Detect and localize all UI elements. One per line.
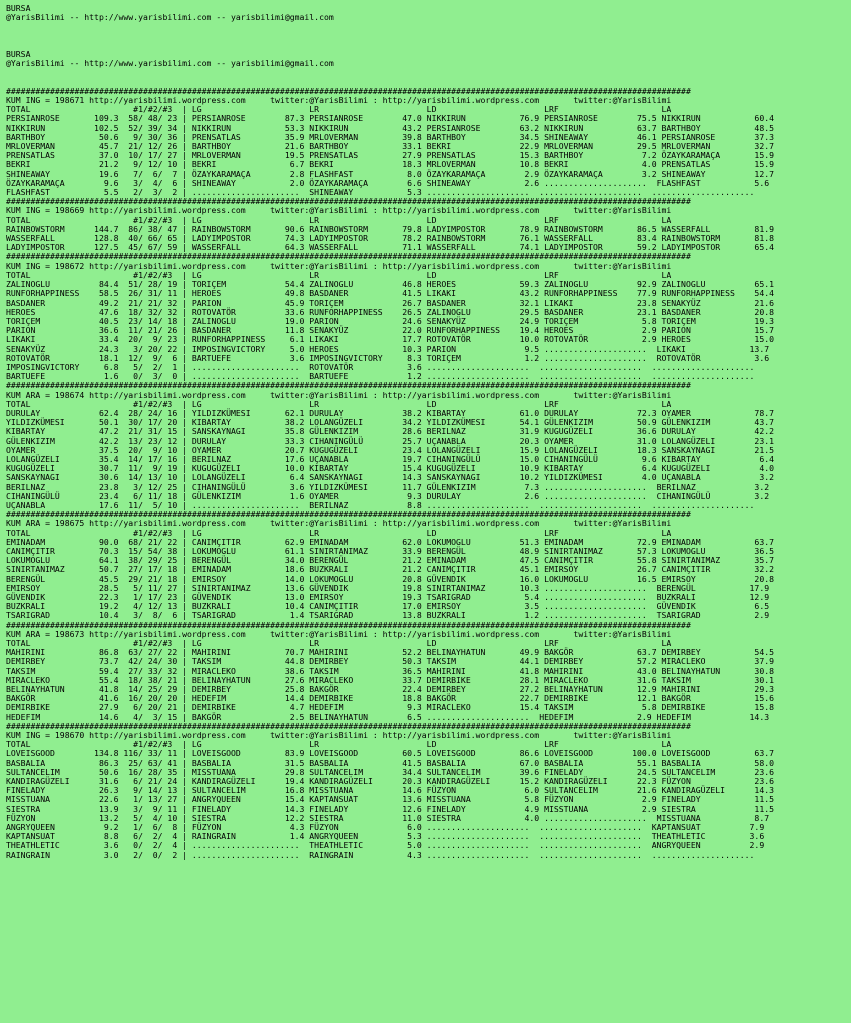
table-row: SIESTRA 13.9 3/ 9/ 11 | FINELADY 14.3 FINELADY 12.6 FINELADY 4.9 MISSTUANA 2.9 SIESTRA 11.5 [6,803,774,814]
table-row: IMPOSINGVICTORY 6.8 5/ 2/ 1 | ...................... ROTOVATÖR 3.6 ..................... ..................... ..................... [6,361,755,372]
table-row: FÜZYON 13.2 5/ 4/ 10 | SIESTRA 12.2 SIESTRA 11.0 SIESTRA 4.0 ..................... MISSTUANA 8.7 [6,812,770,823]
table-row: ANGRYQUEEN 9.2 1/ 6/ 8 | FÜZYON 4.3 FÜZYON 6.0 ..................... ..................... KAPTANSUAT 7.9 [6,822,765,833]
table-row: LOKUMOGLU 64.1 38/ 29/ 25 | BERENGÜL 34.0 BERENGÜL 21.2 EMINADAM 47.5 CANIMÇITIR 55.8 SINIRTANIMAZ 35.7 [6,555,774,566]
table-row: LOLANGÜZELI 35.4 14/ 17/ 16 | BERILNAZ 17.6 UÇANABLA 19.7 CIHANINGÜLÜ 15.0 CIHANINGÜLÜ 9.6 KIBARTAY 6.4 [6,453,774,464]
table-row: PERSIANROSE 109.3 58/ 48/ 23 | PERSIANROSE 87.3 PERSIANROSE 47.0 NIKKIRUN 76.9 PERSIANROSE 75.5 NIKKIRUN 60.4 [6,113,774,124]
table-row: BERILNAZ 23.8 3/ 12/ 25 | CIHANINGÜLÜ 3.6 YILDIZKÜMESI 11.7 GÜLENKIZIM 7.3 ..................... BERILNAZ 3.2 [6,481,770,492]
table-row: LOVEISGOOD 134.8 116/ 33/ 11 | LOVEISGOOD 83.9 LOVEISGOOD 60.5 LOVEISGOOD 86.6 LOVEISGOOD 100.0 LOVEISGOOD 63.7 [6,748,774,759]
column-header: TOTAL #1/#2/#3 | LG LR LD LRF LA [6,269,672,280]
table-row: DEMIRBIKE 27.9 6/ 20/ 21 | DEMIRBIKE 4.7 HEDEFIM 9.3 MIRACLEKO 15.4 TAKSIM 5.8 DEMIRBIKE 15.8 [6,702,774,713]
table-row: KIBARTAY 47.2 21/ 31/ 15 | SANSKAYNAGI 35.8 GÜLENKIZIM 28.6 BERILNAZ 31.9 KUGUGÜZELI 36.6 DURULAY 42.2 [6,426,774,437]
section-divider: ############################################################################################################################################ [6,380,691,391]
table-row: THEATHLETIC 3.6 0/ 2/ 4 | ...................... THEATHLETIC 5.0 ..................... ..................... ANGRYQUEEN 2.9 [6,840,765,851]
race-header: KUM ARA = 198674 http://yarisbilimi.wordpress.com twitter:@YarisBilimi : http://yarisbilimi.wordpress.com twitter:@YarisBilimi [6,389,672,400]
table-row: BEKRI 21.2 9/ 12/ 10 | BEKRI 6.7 BEKRI 18.3 MRLOVERMAN 10.8 BEKRI 4.0 PRENSATLAS 15.9 [6,159,774,170]
table-row: DURULAY 62.4 28/ 24/ 16 | YILDIZKÜMESI 62.1 DURULAY 38.2 KIBARTAY 61.0 DURULAY 72.3 OYAMER 78.7 [6,407,774,418]
table-row: SHINEAWAY 19.6 7/ 6/ 7 | ÖZAYKARAMAÇA 2.8 FLASHFAST 8.0 ÖZAYKARAMAÇA 2.9 ÖZAYKARAMAÇA 3.2 SHINEAWAY 12.7 [6,168,774,179]
race-header: KUM ING = 198669 http://yarisbilimi.wordpress.com twitter:@YarisBilimi : http://yarisbilimi.wordpress.com twitter:@YarisBilimi [6,205,672,216]
race-header: KUM ING = 198672 http://yarisbilimi.wordpress.com twitter:@YarisBilimi : http://yarisbilimi.wordpress.com twitter:@YarisBilimi [6,260,672,271]
table-row: ÖZAYKARAMAÇA 9.6 3/ 4/ 6 | SHINEAWAY 2.0 ÖZAYKARAMAÇA 6.6 SHINEAWAY 2.6 ..................... FLASHFAST 5.6 [6,177,770,188]
table-row: ZALINOGLU 84.4 51/ 28/ 19 | TORIÇEM 54.4 ZALINOGLU 46.8 HEROES 59.3 ZALINOGLU 92.9 ZALINOGLU 65.1 [6,279,774,290]
table-row: KUGUGÜZELI 30.7 11/ 9/ 19 | KUGUGÜZELI 10.0 KIBARTAY 15.4 KUGUGÜZELI 10.9 KIBARTAY 6.4 KUGUGÜZELI 4.0 [6,463,774,474]
table-row: BASBALIA 86.3 25/ 63/ 41 | BASBALIA 31.5 BASBALIA 41.5 BASBALIA 67.0 BASBALIA 55.1 BASBALIA 58.0 [6,757,774,768]
table-row: TSARIGRAD 10.4 3/ 8/ 6 | TSARIGRAD 1.4 TSARIGRAD 13.8 BUZKRALI 1.2 ..................... TSARIGRAD 2.9 [6,610,770,621]
table-row: DEMIRBEY 73.7 42/ 24/ 30 | TAKSIM 44.8 DEMIRBEY 50.3 TAKSIM 44.1 DEMIRBEY 57.2 MIRACLEKO 37.9 [6,656,774,667]
section-divider: ############################################################################################################################################ [6,85,691,96]
table-row: MIRACLEKO 55.4 18/ 38/ 21 | BELINAYHATUN 27.6 MIRACLEKO 33.7 DEMIRBIKE 28.1 MIRACLEKO 31.6 TAKSIM 30.1 [6,674,774,685]
table-row: KAPTANSUAT 8.8 6/ 2/ 4 | RAINGRAIN 1.4 ANGRYQUEEN 5.3 ..................... ..................... THEATHLETIC 3.6 [6,831,765,842]
section-divider: ############################################################################################################################################ [6,509,691,520]
table-row: ROTOVATÖR 18.1 12/ 9/ 6 | BARTUEFE 3.6 IMPOSINGVICTORY 8.3 TORIÇEM 1.2 ..................... ROTOVATÖR 3.6 [6,352,770,363]
table-row: RUNFORHAPPINESS 58.5 26/ 31/ 11 | HEROES 49.8 BASDANER 41.5 LIKAKI 43.2 RUNFORHAPPINESS 77.9 RUNFORHAPPINESS 54.4 [6,288,774,299]
table-row: MISSTUANA 22.6 1/ 13/ 27 | ANGRYQUEEN 15.4 KAPTANSUAT 13.6 MISSTUANA 5.8 FÜZYON 2.9 FINELADY 11.5 [6,794,774,805]
table-row: RAINGRAIN 3.0 2/ 0/ 2 | ...................... RAINGRAIN 4.3 ..................... ..................... ..................... [6,849,755,860]
table-row: BERENGÜL 45.5 29/ 21/ 18 | EMIRSOY 14.0 LOKUMOGLU 20.8 GÜVENDIK 16.0 LOKUMOGLU 16.5 EMIRSOY 20.8 [6,573,774,584]
contact-line: @YarisBilimi -- http://www.yarisbilimi.com -- yarisbilimi@gmail.com [6,12,334,23]
table-row: BELINAYHATUN 41.8 14/ 25/ 29 | DEMIRBEY 25.8 BAKGÖR 22.4 DEMIRBEY 27.2 BELINAYHATUN 12.9 MAHIRINI 29.3 [6,684,774,695]
race-header: KUM ARA = 198673 http://yarisbilimi.wordpress.com twitter:@YarisBilimi : http://yarisbilimi.wordpress.com twitter:@YarisBilimi [6,628,672,639]
table-row: FLASHFAST 5.5 2/ 3/ 2 | ...................... SHINEAWAY 5.3 ..................... ..................... ..................... [6,187,755,198]
table-row: MRLOVERMAN 45.7 21/ 12/ 26 | BARTHBOY 21.6 BARTHBOY 33.1 BEKRI 22.9 MRLOVERMAN 29.5 MRLOVERMAN 32.7 [6,141,774,152]
table-row: EMINADAM 90.0 68/ 21/ 22 | CANIMÇITIR 62.9 EMINADAM 62.0 LOKUMOGLU 51.3 EMINADAM 72.9 EMINADAM 63.7 [6,536,774,547]
city-title: BURSA [6,3,31,13]
table-row: HEDEFIM 14.6 4/ 3/ 15 | BAKGÖR 2.5 BELINAYHATUN 6.5 ..................... HEDEFIM 2.9 HEDEFIM 14.3 [6,711,770,722]
contact-line: @YarisBilimi -- http://www.yarisbilimi.com -- yarisbilimi@gmail.com [6,58,334,69]
table-row: PRENSATLAS 37.0 10/ 17/ 27 | MRLOVERMAN 19.5 PRENSATLAS 27.9 PRENSATLAS 15.3 BARTHBOY 7.2 ÖZAYKARAMAÇA 15.9 [6,150,774,161]
table-row: BUZKRALI 19.2 4/ 12/ 13 | BUZKRALI 10.4 CANIMÇITIR 17.0 EMIRSOY 3.5 ..................... GÜVENDIK 6.5 [6,601,770,612]
table-row: GÜVENDIK 22.3 1/ 17/ 23 | GÜVENDIK 13.0 EMIRSOY 19.3 TSARIGRAD 5.4 ..................... BUZKRALI 12.9 [6,592,770,602]
column-header: TOTAL #1/#2/#3 | LG LR LD LRF LA [6,398,672,409]
table-row: RAINBOWSTORM 144.7 86/ 38/ 47 | RAINBOWSTORM 90.6 RAINBOWSTORM 79.8 LADYIMPOSTOR 78.9 RAINBOWSTORM 86.5 WASSERFALL 81.9 [6,223,774,234]
table-row: WASSERFALL 128.8 40/ 66/ 65 | LADYIMPOSTOR 74.3 LADYIMPOSTOR 78.2 RAINBOWSTORM 76.1 WASSERFALL 83.4 RAINBOWSTORM 81.8 [6,233,774,244]
column-header: TOTAL #1/#2/#3 | LG LR LD LRF LA [6,104,672,115]
table-row: HEROES 47.6 18/ 32/ 32 | ROTOVATÖR 33.6 RUNFORHAPPINESS 26.5 ZALINOGLU 29.5 BASDANER 23.1 BASDANER 20.8 [6,306,774,317]
table-row: KANDIRAGÜZELI 31.6 6/ 21/ 24 | KANDIRAGÜZELI 19.4 KANDIRAGÜZELI 20.3 KANDIRAGÜZELI 15.2 KANDIRAGÜZELI 22.3 FÜZYON 23.6 [6,776,774,787]
section-divider: ############################################################################################################################################ [6,251,691,262]
race-report-document [6,4,774,860]
table-row: BAKGÖR 41.6 16/ 20/ 20 | HEDEFIM 14.4 DEMIRBIKE 18.8 BAKGÖR 22.7 DEMIRBIKE 12.1 BAKGÖR 15.6 [6,693,774,704]
table-row: CIHANINGÜLÜ 23.4 6/ 11/ 18 | GÜLENKIZIM 1.6 OYAMER 9.3 DURULAY 2.6 ..................... CIHANINGÜLÜ 3.2 [6,490,770,501]
table-row: BARTHBOY 50.6 9/ 30/ 36 | PRENSATLAS 35.9 MRLOVERMAN 39.8 BARTHBOY 34.5 SHINEAWAY 46.1 PERSIANROSE 37.3 [6,131,774,142]
section-divider: ############################################################################################################################################ [6,720,691,731]
table-row: GÜLENKIZIM 42.2 13/ 23/ 12 | DURULAY 33.3 CIHANINGÜLÜ 25.7 UÇANABLA 20.3 OYAMER 31.0 LOLANGÜZELI 23.1 [6,435,774,446]
column-header: TOTAL #1/#2/#3 | LG LR LD LRF LA [6,739,672,750]
table-row: LIKAKI 33.4 20/ 9/ 23 | RUNFORHAPPINESS 6.1 LIKAKI 17.7 ROTOVATÖR 10.0 ROTOVATÖR 2.9 HEROES 15.0 [6,334,774,345]
table-row: EMIRSOY 28.5 5/ 11/ 27 | SINIRTANIMAZ 13.6 GÜVENDIK 19.8 SINIRTANIMAZ 10.3 ..................... BERENGÜL 17.9 [6,582,770,593]
table-row: NIKKIRUN 102.5 52/ 39/ 34 | NIKKIRUN 53.3 NIKKIRUN 43.2 PERSIANROSE 63.2 NIKKIRUN 63.7 BARTHBOY 48.5 [6,122,774,133]
table-row: CANIMÇITIR 70.3 15/ 54/ 38 | LOKUMOGLU 61.1 SINIRTANIMAZ 33.9 BERENGÜL 48.9 SINIRTANIMAZ 57.3 LOKUMOGLU 36.5 [6,545,774,556]
section-divider: ############################################################################################################################################ [6,196,691,207]
table-row: SINIRTANIMAZ 50.7 27/ 17/ 18 | EMINADAM 18.6 BUZKRALI 21.2 CANIMÇITIR 45.1 EMIRSOY 26.7 CANIMÇITIR 32.2 [6,564,774,575]
column-header: TOTAL #1/#2/#3 | LG LR LD LRF LA [6,214,672,225]
table-row: BARTUEFE 1.6 0/ 3/ 0 | ...................... BARTUEFE 1.2 ..................... ..................... ..................... [6,371,755,382]
table-row: FINELADY 26.3 9/ 14/ 13 | SULTANCELIM 16.8 MISSTUANA 14.6 FÜZYON 6.0 SULTANCELIM 21.6 KANDIRAGÜZELI 14.3 [6,785,774,796]
table-row: LADYIMPOSTOR 127.5 45/ 67/ 59 | WASSERFALL 64.3 WASSERFALL 71.1 WASSERFALL 74.1 LADYIMPOSTOR 59.2 LADYIMPOSTOR 65.4 [6,242,774,253]
race-header: KUM ING = 198671 http://yarisbilimi.wordpress.com twitter:@YarisBilimi : http://yarisbilimi.wordpress.com twitter:@YarisBilimi [6,95,672,106]
table-row: OYAMER 37.5 20/ 9/ 10 | OYAMER 20.7 KUGUGÜZELI 23.4 LOLANGÜZELI 15.9 LOLANGÜZELI 18.3 SANSKAYNAGI 21.5 [6,444,774,455]
table-row: PARION 36.6 11/ 21/ 26 | BASDANER 11.8 SENAKYÜZ 22.0 RUNFORHAPPINESS 19.4 HEROES 2.9 PARION 15.7 [6,325,774,336]
table-row: YILDIZKÜMESI 50.1 30/ 17/ 20 | KIBARTAY 38.2 LOLANGÜZELI 34.2 YILDIZKÜMESI 54.1 GÜLENKIZIM 50.9 GÜLENKIZIM 43.7 [6,417,774,428]
table-row: SENAKYÜZ 24.3 3/ 20/ 22 | IMPOSINGVICTORY 5.0 HEROES 10.3 PARION 9.5 ..................... LIKAKI 13.7 [6,343,770,354]
table-row: TORIÇEM 40.5 23/ 14/ 18 | ZALINOGLU 19.0 PARION 24.6 SENAKYÜZ 24.9 TORIÇEM 5.8 TORIÇEM 19.3 [6,315,774,326]
race-header: KUM ING = 198670 http://yarisbilimi.wordpress.com twitter:@YarisBilimi : http://yarisbilimi.wordpress.com twitter:@YarisBilimi [6,730,672,741]
table-row: SULTANCELIM 50.6 16/ 28/ 35 | MISSTUANA 29.8 SULTANCELIM 34.4 SULTANCELIM 39.6 FINELADY 24.5 SULTANCELIM 23.6 [6,766,774,777]
column-header: TOTAL #1/#2/#3 | LG LR LD LRF LA [6,527,672,538]
table-row: SANSKAYNAGI 30.6 14/ 13/ 10 | LOLANGÜZELI 6.4 SANSKAYNAGI 14.3 SANSKAYNAGI 10.2 YILDIZKÜMESI 4.0 UÇANABLA 3.2 [6,472,774,483]
city-title: BURSA [6,49,31,60]
table-row: MAHIRINI 86.8 63/ 27/ 22 | MAHIRINI 70.7 MAHIRINI 52.2 BELINAYHATUN 49.9 BAKGÖR 63.7 DEMIRBEY 54.5 [6,647,774,658]
table-row: TAKSIM 59.4 27/ 33/ 32 | MIRACLEKO 38.6 TAKSIM 36.5 MAHIRINI 41.8 MAHIRINI 43.0 BELINAYHATUN 30.8 [6,665,774,676]
column-header: TOTAL #1/#2/#3 | LG LR LD LRF LA [6,638,672,649]
table-row: BASDANER 49.2 21/ 21/ 32 | PARION 45.9 TORIÇEM 26.7 BASDANER 32.1 LIKAKI 23.8 SENAKYÜZ 21.6 [6,297,774,308]
race-header: KUM ARA = 198675 http://yarisbilimi.wordpress.com twitter:@YarisBilimi : http://yarisbilimi.wordpress.com twitter:@YarisBilimi [6,518,672,529]
section-divider: ############################################################################################################################################ [6,619,691,630]
table-row: UÇANABLA 17.6 11/ 5/ 10 | ...................... BERILNAZ 8.8 ..................... ..................... ..................... [6,499,755,510]
